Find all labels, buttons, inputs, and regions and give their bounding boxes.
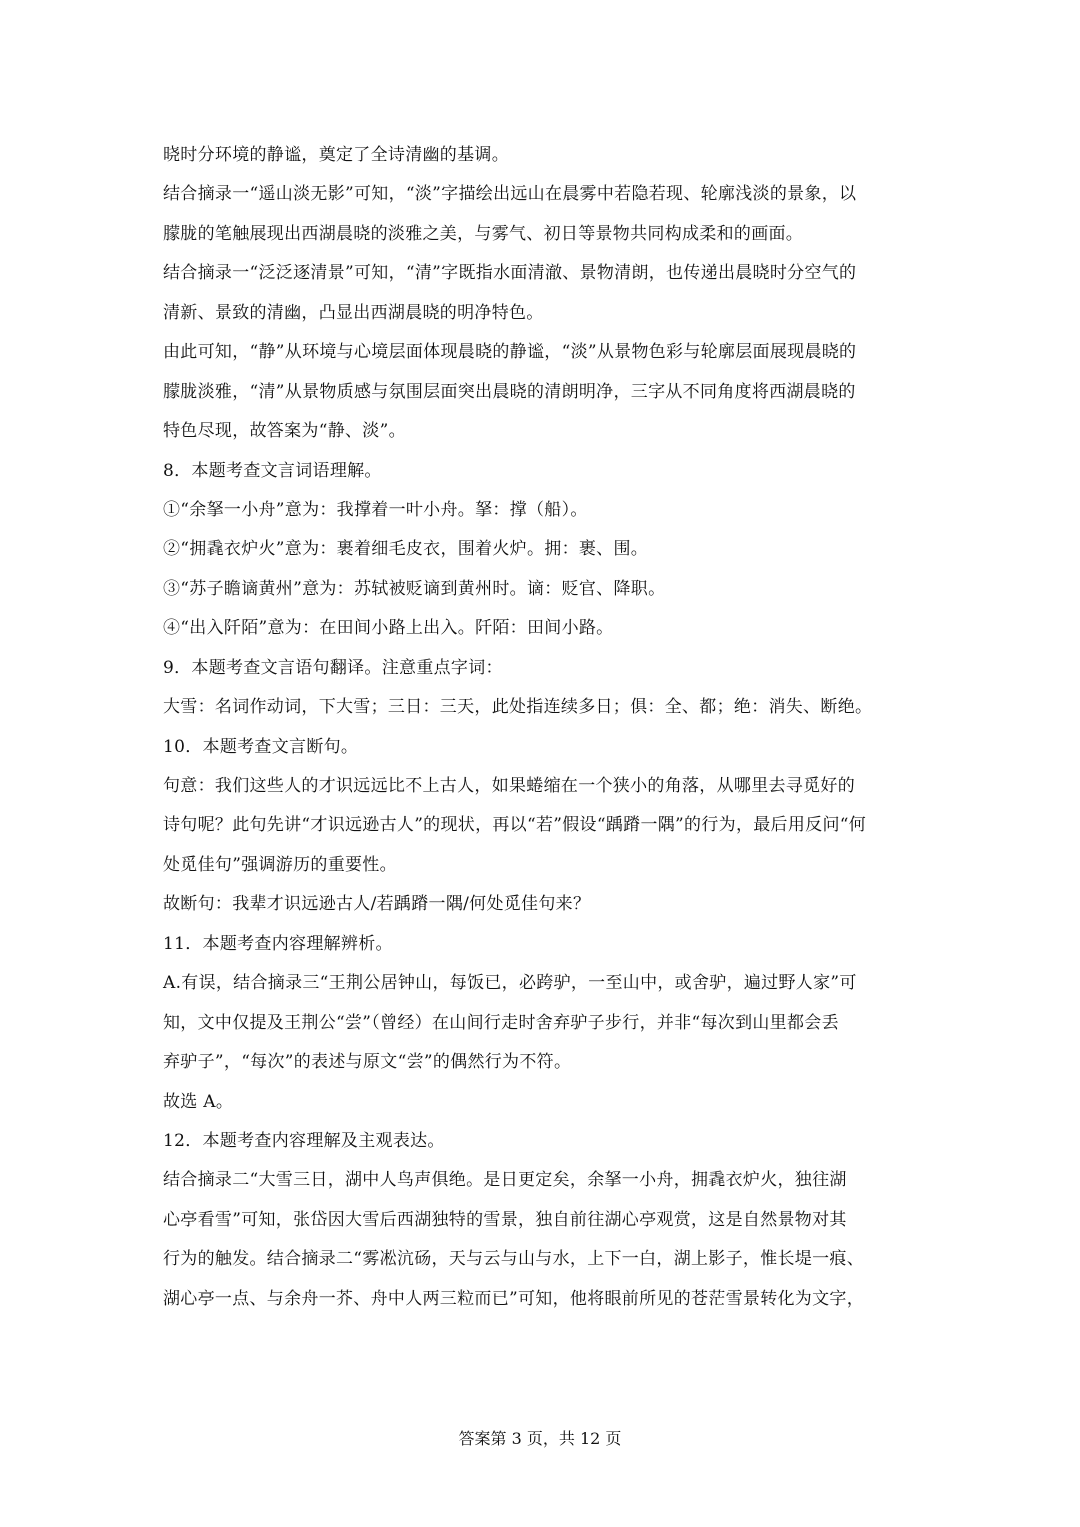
- question-heading-11: 11．本题考查内容理解辨析。: [163, 933, 393, 954]
- text-line: 朦胧淡雅，“清”从景物质感与氛围层面突出晨晓的清朗明净，三字从不同角度将西湖晨晓的: [163, 381, 856, 402]
- text-line: 朦胧的笔触展现出西湖晨晓的淡雅之美，与雾气、初日等景物共同构成柔和的画面。: [163, 223, 804, 244]
- text-line: 结合摘录二“大雪三日，湖中人鸟声俱绝。是日更定矣，余拏一小舟，拥毳衣炉火，独往湖: [163, 1170, 847, 1191]
- text-line: ①“余拏一小舟”意为：我撑着一叶小舟。拏：撑（船）。: [163, 499, 588, 520]
- text-line: 处觅佳句”强调游历的重要性。: [163, 854, 397, 875]
- question-heading-9: 9．本题考查文言语句翻译。注意重点字词：: [163, 657, 503, 678]
- text-line: 弃驴子”，“每次”的表述与原文“尝”的偶然行为不符。: [163, 1052, 572, 1073]
- answer-text-body: [163, 136, 923, 1319]
- text-line: 诗句呢？此句先讲“才识远逊古人”的现状，再以“若”假设“踽蹐一隅”的行为，最后用反问“何: [163, 815, 867, 836]
- text-line: 由此可知，“静”从环境与心境层面体现晨晓的静谧，“淡”从景物色彩与轮廓层面展现晨晓的: [163, 342, 857, 363]
- text-line: 结合摘录一“遥山淡无影”可知，“淡”字描绘出远山在晨雾中若隐若现、轮廓浅淡的景象，以: [163, 184, 857, 205]
- text-line: 句意：我们这些人的才识远远比不上古人，如果蜷缩在一个狭小的角落，从哪里去寻觅好的: [163, 776, 855, 796]
- text-line: 特色尽现，故答案为“静、淡”。: [163, 421, 406, 442]
- text-line: ②“拥毳衣炉火”意为：裹着细毛皮衣，围着火炉。拥：裹、围。: [163, 539, 649, 560]
- text-line: 行为的触发。结合摘录二“雾凇沆砀，天与云与山与水，上下一白，湖上影子，惟长堤一痕、: [163, 1249, 864, 1270]
- question-heading-8: 8．本题考查文言词语理解。: [163, 460, 382, 481]
- question-heading-10: 10．本题考查文言断句。: [163, 736, 359, 757]
- text-line: 心亭看雪”可知，张岱因大雪后西湖独特的雪景，独自前往湖心亭观赏，这是自然景物对其: [163, 1209, 847, 1230]
- text-line: ④“出入阡陌”意为：在田间小路上出入。阡陌：田间小路。: [163, 618, 614, 639]
- text-line: A.有误，结合摘录三“王荆公居钟山，每饭已，必跨驴，一至山中，或舍驴，遍过野人家”可: [163, 973, 857, 994]
- text-line: 清新、景致的清幽，凸显出西湖晨晓的明净特色。: [163, 302, 544, 323]
- question-heading-12: 12．本题考查内容理解及主观表达。: [163, 1130, 445, 1151]
- text-line: 大雪：名词作动词，下大雪；三日：三天，此处指连续多日；俱：全、都；绝：消失、断绝。: [163, 697, 873, 718]
- text-line: 故选 A。: [163, 1091, 234, 1112]
- text-line: 知，文中仅提及王荆公“尝”（曾经）在山间行走时舍弃驴子步行，并非“每次到山里都会丢: [163, 1012, 839, 1033]
- page-footer: 答案第 3 页，共 12 页: [458, 1429, 622, 1448]
- text-line: 故断句：我辈才识远逊古人/若踽蹐一隅/何处觅佳句来？: [163, 894, 591, 915]
- text-line: ③“苏子瞻谪黄州”意为：苏轼被贬谪到黄州时。谪：贬官、降职。: [163, 578, 666, 599]
- text-line: 结合摘录一“泛泛逐清景”可知，“清”字既指水面清澈、景物清朗，也传递出晨晓时分空气的: [163, 263, 857, 284]
- text-line: 湖心亭一点、与余舟一芥、舟中人两三粒而已”可知，他将眼前所见的苍茫雪景转化为文字，: [163, 1288, 864, 1309]
- text-line: 晓时分环境的静谧，奠定了全诗清幽的基调。: [163, 145, 509, 165]
